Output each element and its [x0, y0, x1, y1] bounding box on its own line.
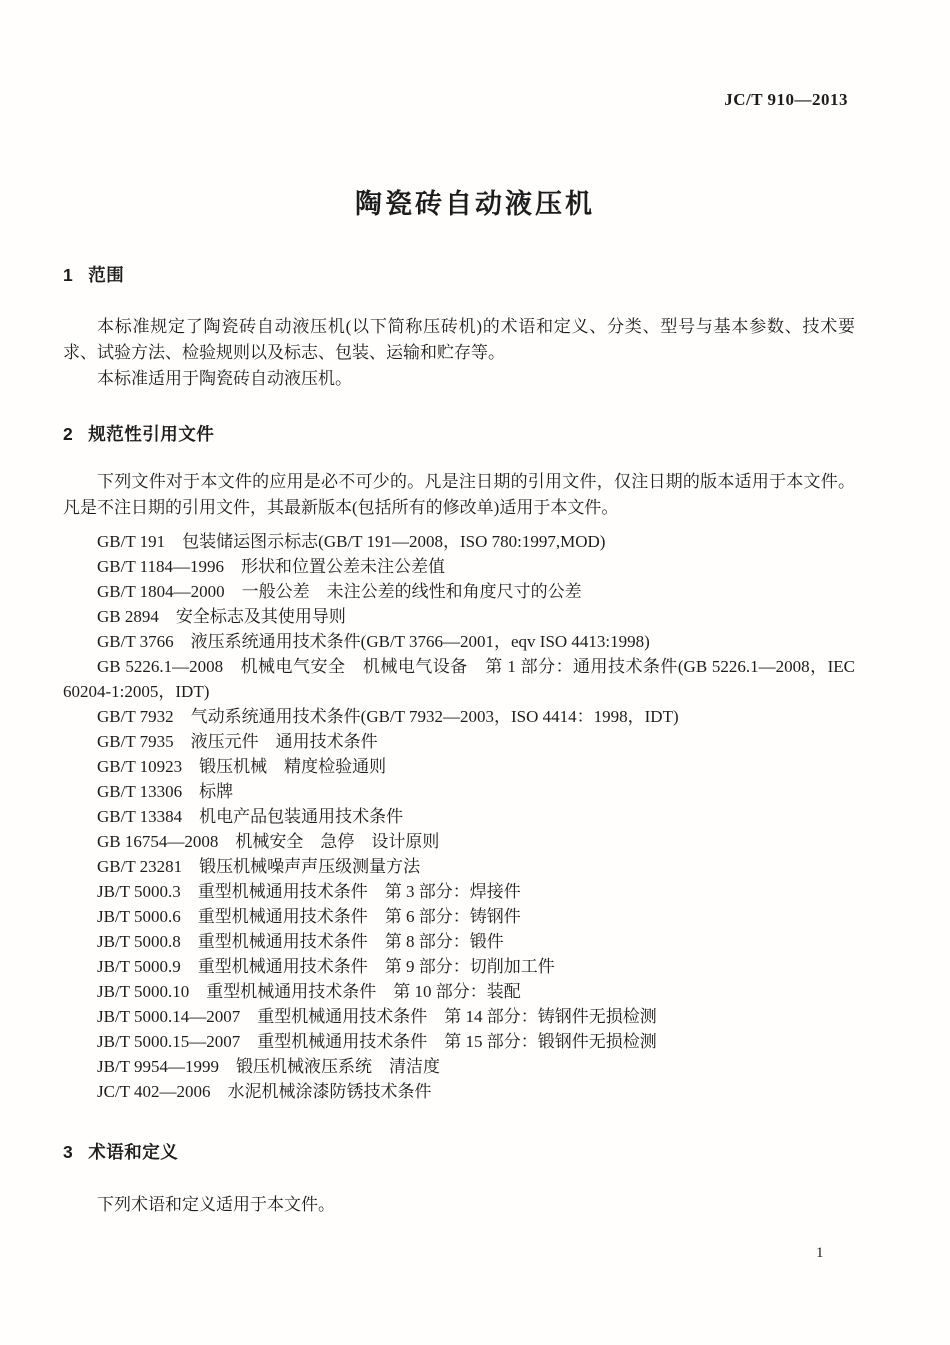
reference-code: GB 2894	[97, 607, 159, 626]
reference-code: GB/T 1184—1996	[97, 557, 225, 576]
reference-item	[63, 654, 855, 704]
reference-title: 气动系统通用技术条件(GB/T 7932—2003，ISO 4414：1998，IDT)	[190, 707, 679, 726]
paragraph: 本标准规定了陶瓷砖自动液压机(以下简称压砖机)的术语和定义、分类、型号与基本参数、技术要求、试验方法、检验规则以及标志、包装、运输和贮存等。	[63, 317, 855, 362]
reference-code: GB/T 13306	[97, 782, 183, 801]
reference-title: 机电产品包装通用技术条件	[199, 807, 404, 826]
document-body	[63, 263, 855, 1218]
reference-title: 机械电气安全 机械电气设备 第 1 部分：通用技术条件(GB 5226.1—2008，IEC 60204-1:2005，IDT)	[63, 657, 855, 701]
reference-item	[63, 904, 855, 929]
reference-code: JB/T 5000.6	[97, 907, 181, 926]
reference-item	[63, 529, 855, 554]
page-number: 1	[816, 1245, 824, 1261]
reference-item	[63, 879, 855, 904]
reference-item	[63, 954, 855, 979]
reference-item	[63, 1079, 855, 1104]
reference-title: 重型机械通用技术条件 第 3 部分：焊接件	[197, 882, 521, 901]
section-heading-label: 范围	[88, 265, 125, 285]
reference-item	[63, 704, 855, 729]
terms-paragraphs	[63, 1192, 855, 1218]
reference-item	[63, 629, 855, 654]
section-heading-label: 术语和定义	[88, 1142, 179, 1162]
reference-title: 液压元件 通用技术条件	[190, 732, 378, 751]
reference-title: 安全标志及其使用导则	[175, 607, 346, 626]
section-number: 1	[63, 265, 74, 285]
reference-item	[63, 1004, 855, 1029]
reference-code: GB 16754—2008	[97, 832, 219, 851]
paragraph: 下列术语和定义适用于本文件。	[97, 1195, 335, 1214]
standard-number-header: JC/T 910—2013	[724, 90, 848, 109]
section-heading-normative-references	[63, 422, 855, 447]
paragraph: 本标准适用于陶瓷砖自动液压机。	[97, 369, 352, 388]
reference-code: GB/T 1804—2000	[97, 582, 225, 601]
reference-title: 形状和位置公差未注公差值	[241, 557, 446, 576]
reference-code: JB/T 5000.14—2007	[97, 1007, 241, 1026]
reference-code: GB 5226.1—2008	[97, 657, 224, 676]
normative-references-intro	[63, 469, 855, 521]
reference-item	[63, 1029, 855, 1054]
reference-title: 液压系统通用技术条件(GB/T 3766—2001，eqv ISO 4413:1998)	[190, 632, 650, 651]
reference-item	[63, 554, 855, 579]
reference-title: 包装储运图示标志(GB/T 191—2008，ISO 780:1997,MOD)	[182, 532, 606, 551]
reference-title: 锻压机械液压系统 清洁度	[236, 1057, 441, 1076]
reference-title: 重型机械通用技术条件 第 10 部分：装配	[206, 982, 521, 1001]
paragraph: 下列文件对于本文件的应用是必不可少的。凡是注日期的引用文件，仅注日期的版本适用于本文件。凡是不注日期的引用文件，其最新版本(包括所有的修改单)适用于本文件。	[63, 472, 855, 517]
reference-title: 重型机械通用技术条件 第 6 部分：铸钢件	[197, 907, 521, 926]
reference-code: JC/T 402—2006	[97, 1082, 211, 1101]
reference-code: GB/T 191	[97, 532, 166, 551]
reference-code: GB/T 7932	[97, 707, 174, 726]
reference-code: GB/T 7935	[97, 732, 174, 751]
section-heading-label: 规范性引用文件	[88, 424, 215, 444]
reference-code: JB/T 5000.9	[97, 957, 181, 976]
reference-item	[63, 804, 855, 829]
reference-code: JB/T 5000.8	[97, 932, 181, 951]
section-number: 2	[63, 424, 74, 444]
reference-item	[63, 579, 855, 604]
reference-item	[63, 829, 855, 854]
reference-title: 一般公差 未注公差的线性和角度尺寸的公差	[241, 582, 582, 601]
reference-item	[63, 929, 855, 954]
section-number: 3	[63, 1142, 74, 1162]
section-heading-terms	[63, 1140, 855, 1165]
reference-code: JB/T 5000.3	[97, 882, 181, 901]
reference-title: 重型机械通用技术条件 第 9 部分：切削加工件	[197, 957, 555, 976]
reference-title: 重型机械通用技术条件 第 15 部分：锻钢件无损检测	[257, 1032, 657, 1051]
reference-title: 水泥机械涂漆防锈技术条件	[227, 1082, 432, 1101]
reference-code: JB/T 5000.15—2007	[97, 1032, 241, 1051]
document-title: 陶瓷砖自动液压机	[355, 189, 595, 219]
reference-code: GB/T 13384	[97, 807, 183, 826]
reference-item	[63, 604, 855, 629]
reference-code: JB/T 5000.10	[97, 982, 190, 1001]
reference-item	[63, 754, 855, 779]
scope-paragraphs	[63, 314, 855, 392]
reference-title: 锻压机械噪声声压级测量方法	[199, 857, 421, 876]
reference-title: 锻压机械 精度检验通则	[199, 757, 387, 776]
reference-code: GB/T 3766	[97, 632, 174, 651]
reference-item	[63, 729, 855, 754]
reference-title: 标牌	[199, 782, 234, 801]
reference-title: 机械安全 急停 设计原则	[235, 832, 440, 851]
reference-code: JB/T 9954—1999	[97, 1057, 220, 1076]
reference-title: 重型机械通用技术条件 第 14 部分：铸钢件无损检测	[257, 1007, 657, 1026]
reference-list	[63, 529, 855, 1104]
reference-title: 重型机械通用技术条件 第 8 部分：锻件	[197, 932, 504, 951]
section-heading-scope	[63, 263, 855, 288]
reference-item	[63, 854, 855, 879]
reference-item	[63, 779, 855, 804]
reference-code: GB/T 10923	[97, 757, 183, 776]
reference-item	[63, 1054, 855, 1079]
reference-item	[63, 979, 855, 1004]
reference-code: GB/T 23281	[97, 857, 183, 876]
